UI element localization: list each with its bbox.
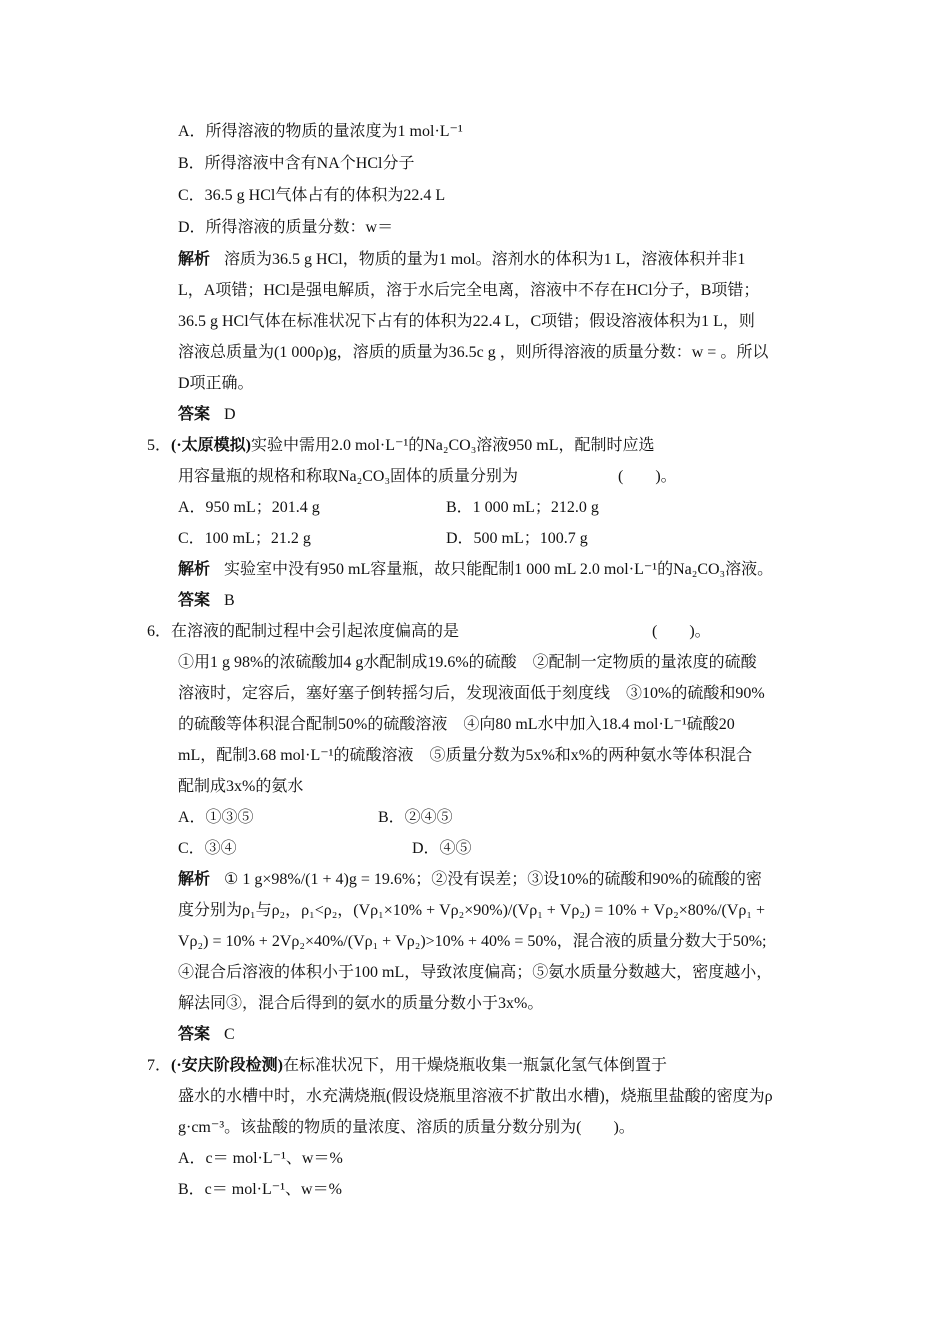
- q6-answer-paren: ( )。: [652, 623, 711, 640]
- q6-analysis-line-2: 度分别为ρ₁与ρ₂，ρ₁<ρ₂，(Vρ₁×10% + Vρ₂×90%)/(Vρ₁ + Vρ₂) = 10% + Vρ₂×80%/(Vρ₁ +: [178, 902, 766, 919]
- q6-answer-value: C: [224, 1026, 235, 1043]
- q6-item-line-1: ①用1 g 98%的浓硫酸加4 g水配制成19.6%的硫酸 ②配制一定物质的量浓度的硫酸: [178, 654, 757, 671]
- q7-option-b: B．c＝ mol·L⁻¹、w＝%: [178, 1181, 342, 1198]
- q5-number: 5．: [147, 437, 172, 454]
- q6-answer: [178, 1025, 235, 1045]
- q6-item-line-3: 的硫酸等体积混合配制50%的硫酸溶液 ④向80 mL水中加入18.4 mol·L⁻¹硫酸20: [178, 716, 735, 733]
- q7-source: (·安庆阶段检测): [171, 1057, 284, 1074]
- q4-analysis-line-5: D项正确。: [178, 375, 254, 392]
- q4-option-d: D．所得溶液的质量分数：w＝: [178, 219, 394, 236]
- q7-option-a: A．c＝ mol·L⁻¹、w＝%: [178, 1150, 343, 1167]
- q6-analysis-line-3: Vρ₂) = 10% + 2Vρ₂×40%/(Vρ₁ + Vρ₂)>10% + 40% = 50%，混合液的质量分数大于50%;: [178, 933, 767, 950]
- q6-option-b: B．②④⑤: [378, 809, 453, 826]
- q5-source: (·太原模拟): [171, 437, 252, 454]
- q5-option-c: C．100 mL；21.2 g: [178, 530, 311, 547]
- q5-analysis-label: 解析: [178, 561, 211, 578]
- q4-analysis-line-3: 36.5 g HCl气体在标准状况下占有的体积为22.4 L，C项错；假设溶液体积为1 L，则: [178, 313, 755, 330]
- q4-answer-label: 答案: [178, 406, 211, 423]
- q4-analysis-line-1: 解析 溶质为36.5 g HCl，物质的量为1 mol。溶剂水的体积为1 L，溶液体积并非1: [178, 251, 746, 268]
- q5-analysis: 解析 实验室中没有950 mL容量瓶，故只能配制1 000 mL 2.0 mol·L⁻¹的Na₂CO₃溶液。: [178, 561, 774, 578]
- q6-analysis-line-1: 解析 ① 1 g×98%/(1 + 4)g = 19.6%；②没有误差；③设10%的硫酸和90%的硫酸的密: [178, 871, 762, 888]
- q6-option-a: A．①③⑤: [178, 809, 254, 826]
- q5-answer-paren: ( )。: [618, 468, 677, 485]
- q6-option-d: D．④⑤: [412, 840, 472, 857]
- q7-number: 7．: [147, 1057, 172, 1074]
- q5-stem-line-2: 用容量瓶的规格和称取Na₂CO₃固体的质量分别为: [178, 468, 519, 485]
- q6-analysis-line-5: 解法同③，混合后得到的氨水的质量分数小于3x%。: [178, 995, 544, 1012]
- q7-stem-line-1: 7．(·安庆阶段检测)在标准状况下，用干燥烧瓶收集一瓶氯化氢气体倒置于: [147, 1057, 668, 1074]
- q5-answer: [178, 591, 235, 611]
- q6-option-c: C．③④: [178, 840, 237, 857]
- q4-answer-value: D: [224, 406, 236, 423]
- q5-option-a: A．950 mL；201.4 g: [178, 499, 320, 516]
- q6-item-line-2: 溶液时，定容后，塞好塞子倒转摇匀后，发现液面低于刻度线 ③10%的硫酸和90%: [178, 685, 765, 702]
- q7-stem-line-3: g·cm⁻³。该盐酸的物质的量浓度、溶质的质量分数分别为( )。: [178, 1119, 635, 1136]
- q4-analysis-line-2: L，A项错；HCl是强电解质，溶于水后完全电离，溶液中不存在HCl分子，B项错；: [178, 282, 760, 299]
- q6-analysis-line-4: ④混合后溶液的体积小于100 mL，导致浓度偏高；⑤氨水质量分数越大，密度越小，: [178, 964, 773, 981]
- q4-option-c: C．36.5 g HCl气体占有的体积为22.4 L: [178, 187, 446, 204]
- q5-option-b: B．1 000 mL；212.0 g: [446, 499, 599, 516]
- q6-item-line-4: mL，配制3.68 mol·L⁻¹的硫酸溶液 ⑤质量分数为5x%和x%的两种氨水等体积混合: [178, 747, 753, 764]
- q5-option-d: D．500 mL；100.7 g: [446, 530, 588, 547]
- q6-stem: 6．在溶液的配制过程中会引起浓度偏高的是: [147, 623, 460, 640]
- q4-analysis-label: 解析: [178, 251, 211, 268]
- q5-answer-value: B: [224, 592, 235, 609]
- q4-option-b: B．所得溶液中含有NA个HCl分子: [178, 155, 415, 172]
- q6-analysis-label: 解析: [178, 871, 211, 888]
- q4-answer: [178, 405, 236, 425]
- q5-answer-label: 答案: [178, 592, 211, 609]
- q5-stem-line-1: 5．(·太原模拟)实验中需用2.0 mol·L⁻¹的Na₂CO₃溶液950 mL，配制时应选: [147, 437, 655, 454]
- q6-answer-label: 答案: [178, 1026, 211, 1043]
- q7-stem-line-2: 盛水的水槽中时，水充满烧瓶(假设烧瓶里溶液不扩散出水槽)，烧瓶里盐酸的密度为ρ: [178, 1088, 773, 1105]
- q6-item-line-5: 配制成3x%的氨水: [178, 778, 304, 795]
- q4-analysis-line-4: 溶液总质量为(1 000ρ)g，溶质的质量为36.5c g ，则所得溶液的质量分数：w = 。所以: [178, 344, 769, 361]
- q6-number: 6．: [147, 623, 172, 640]
- q4-option-a: A．所得溶液的物质的量浓度为1 mol·L⁻¹: [178, 123, 463, 140]
